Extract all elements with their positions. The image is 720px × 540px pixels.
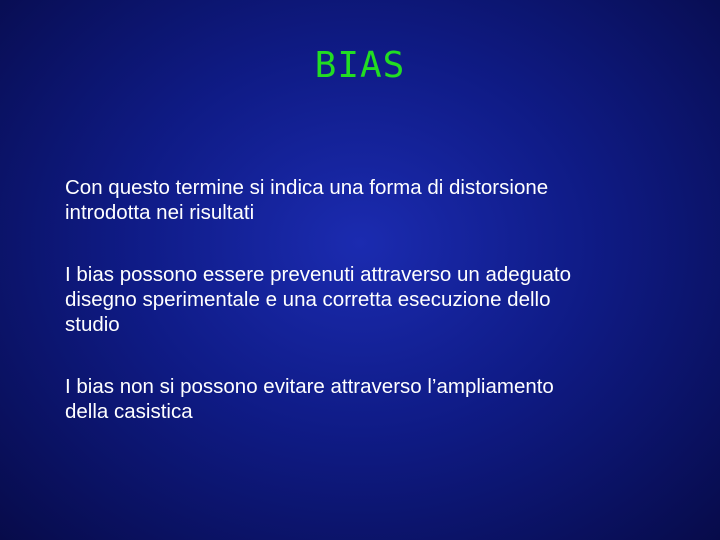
slide-title: BIAS [314, 45, 406, 86]
paragraph-definition: Con questo termine si indica una forma di distorsione introdotta nei risultati [65, 176, 549, 224]
paragraph-sample-size: I bias non si possono evitare attraverso l’ampliamento della casistica [65, 375, 554, 423]
slide-body [65, 175, 685, 461]
paragraph-prevention: I bias possono essere prevenuti attraverso un adeguato disegno sperimentale e una corretta esecuzione dello studio [65, 263, 571, 336]
